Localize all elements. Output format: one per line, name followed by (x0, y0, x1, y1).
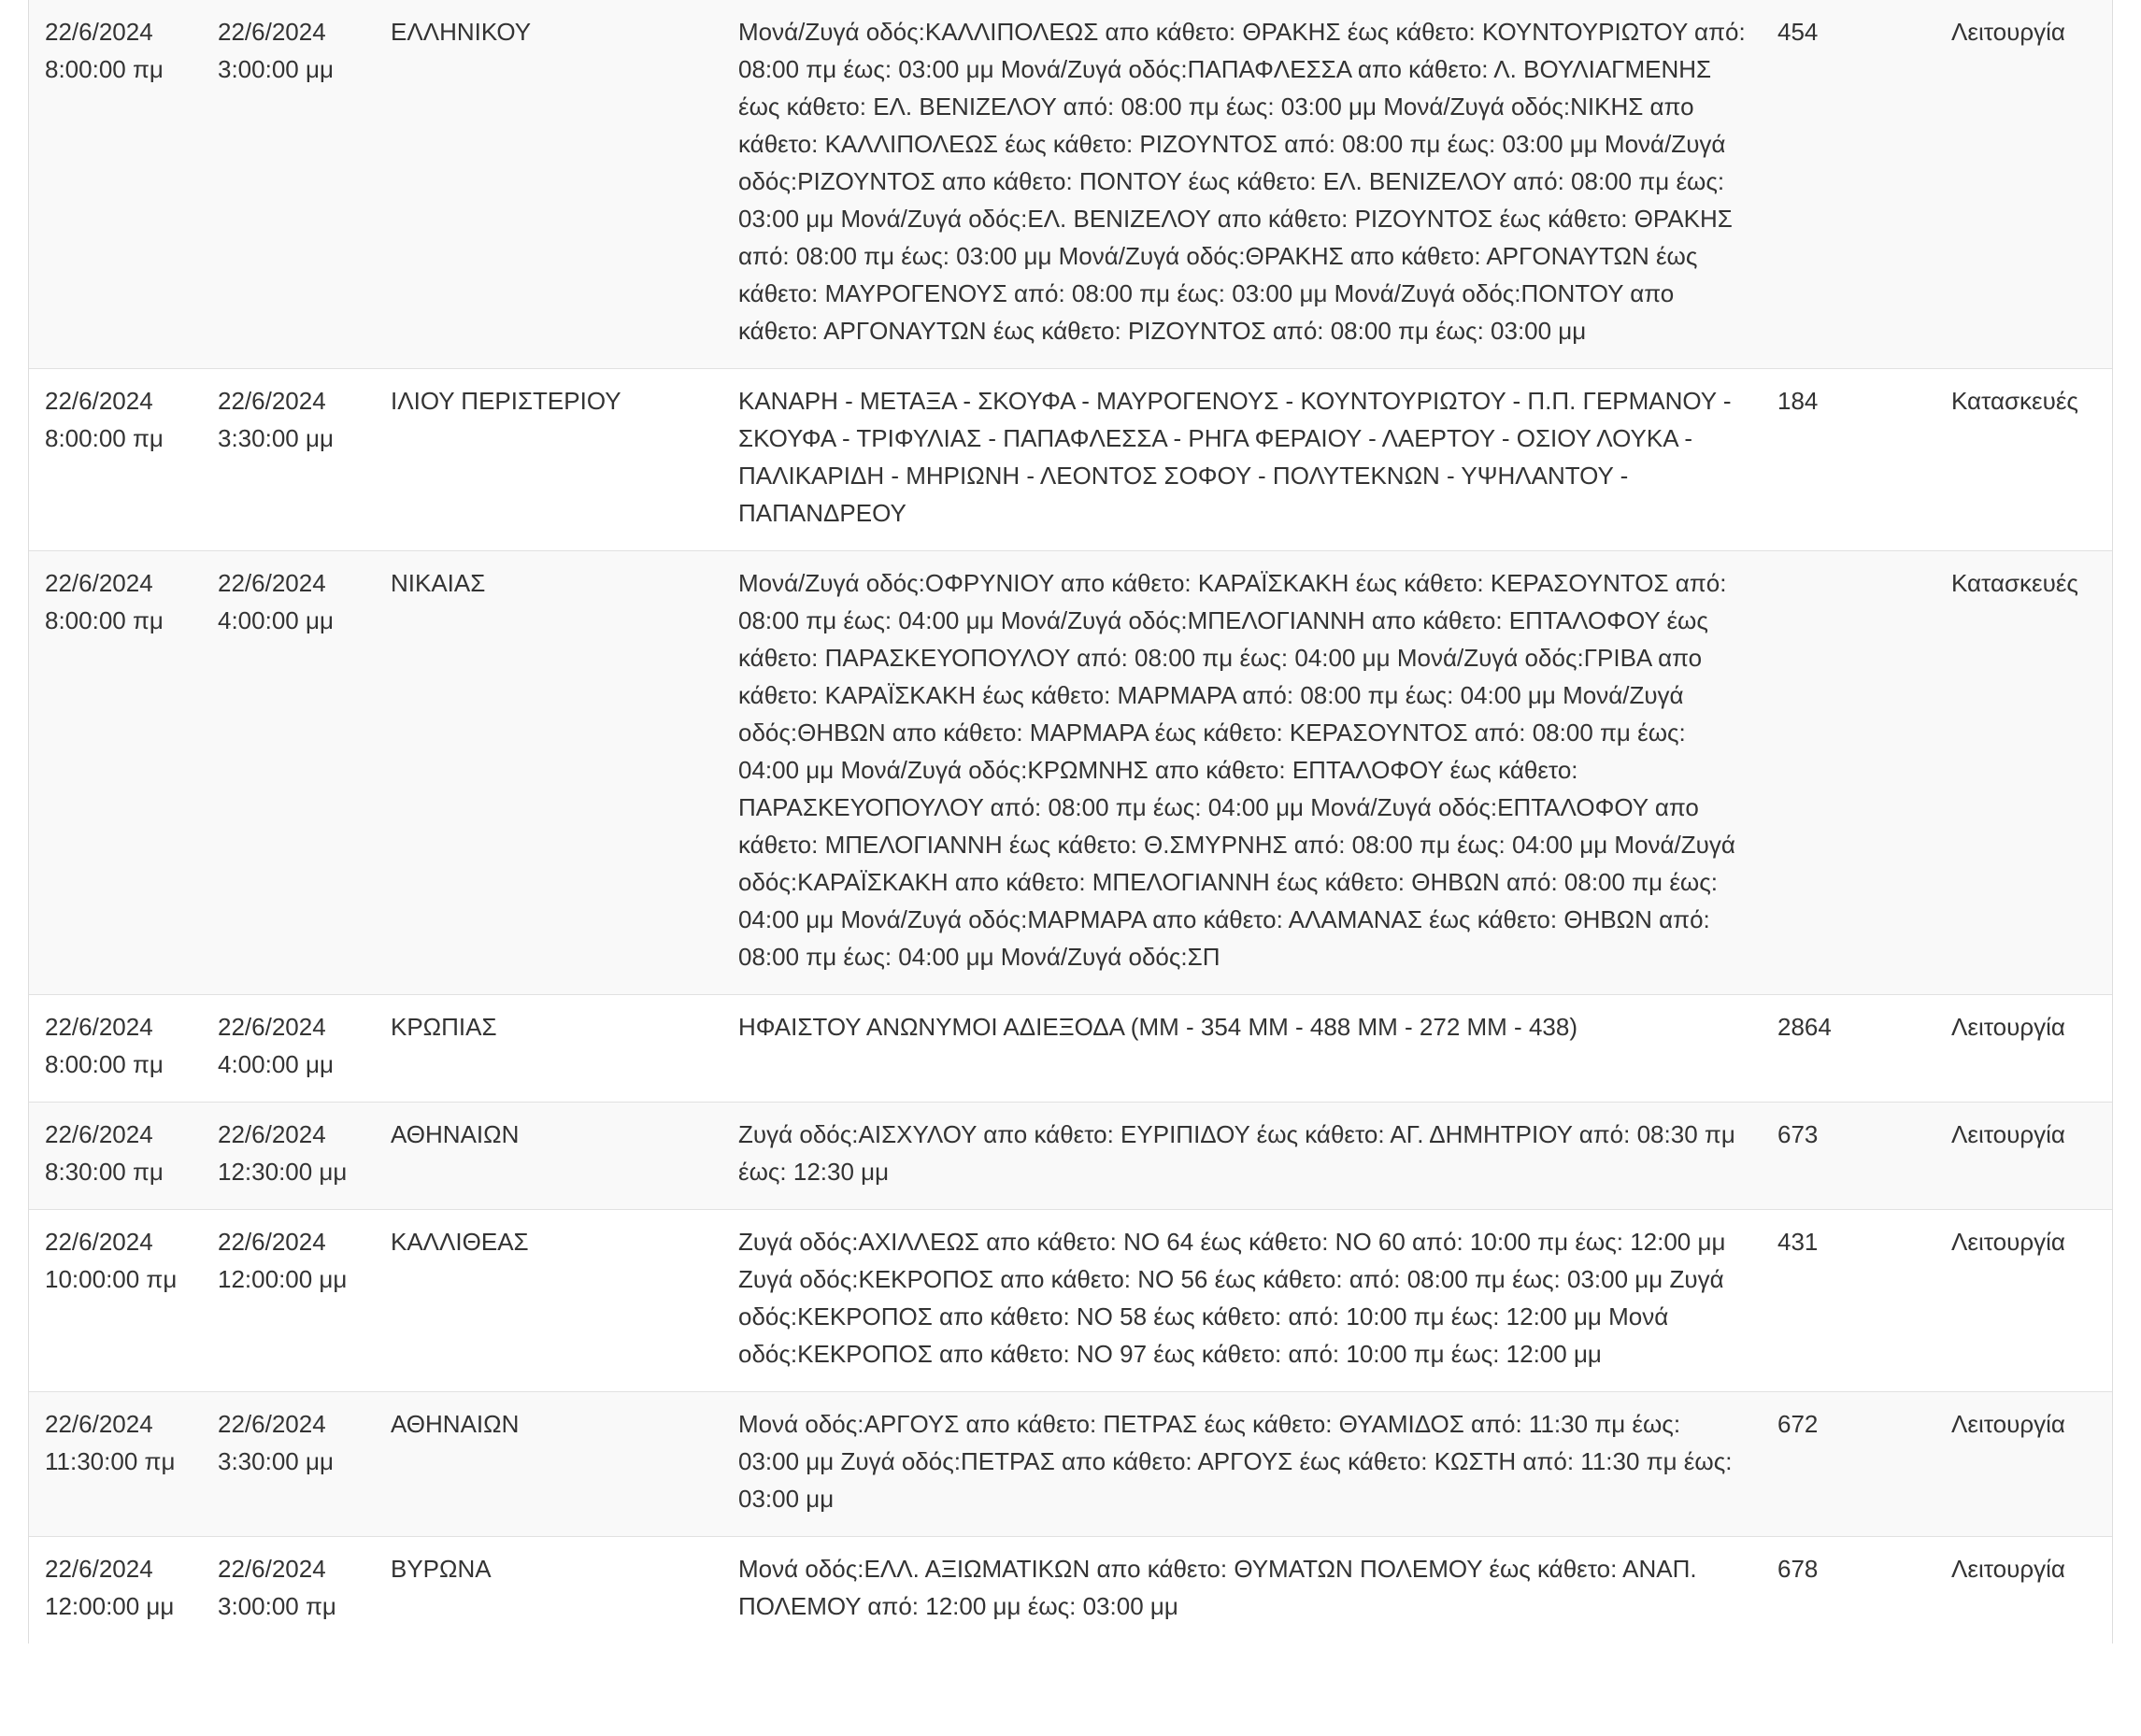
municipality-cell-text: ΙΛΙΟΥ ΠΕΡΙΣΤΕΡΙΟΥ (391, 387, 621, 415)
end-datetime-cell-text: 22/6/2024 (218, 1410, 326, 1438)
start-datetime-cell-text: 8:00:00 πμ (45, 424, 164, 452)
start-datetime-cell (29, 1537, 202, 1644)
start-datetime-cell (29, 0, 202, 369)
table-row (29, 1392, 2112, 1537)
affected-area-cell-text: ΗΦΑΙΣΤΟΥ ΑΝΩΝΥΜΟΙ ΑΔΙΕΞΟΔΑ (ΜΜ - 354 ΜΜ - 488 ΜΜ - 272 ΜΜ - 438) (738, 1013, 1577, 1041)
municipality-cell-text: ΚΡΩΠΙΑΣ (391, 1013, 497, 1041)
reason-cell-text: Λειτουργία (1951, 1410, 2065, 1438)
notice-number-cell-text: 431 (1777, 1228, 1819, 1256)
municipality-cell (375, 1392, 722, 1537)
end-datetime-cell-text: 22/6/2024 (218, 569, 326, 597)
notice-number-cell (1762, 551, 1935, 995)
end-datetime-cell-text: 22/6/2024 (218, 1555, 326, 1583)
reason-cell-text: Κατασκευές (1951, 569, 2078, 597)
table-row (29, 995, 2112, 1103)
start-datetime-cell-text: 10:00:00 πμ (45, 1265, 178, 1293)
municipality-cell-text: ΝΙΚΑΙΑΣ (391, 569, 486, 597)
affected-area-cell (722, 0, 1762, 369)
municipality-cell (375, 551, 722, 995)
affected-area-cell (722, 1537, 1762, 1644)
start-datetime-cell-text: 22/6/2024 (45, 1228, 153, 1256)
affected-area-cell (722, 1392, 1762, 1537)
outages-table-container (28, 0, 2113, 1644)
end-datetime-cell-text: 3:00:00 πμ (218, 1592, 336, 1620)
affected-area-cell (722, 369, 1762, 551)
end-datetime-cell (202, 1537, 375, 1644)
reason-cell-text: Λειτουργία (1951, 1228, 2065, 1256)
end-datetime-cell-text: 22/6/2024 (218, 1120, 326, 1148)
reason-cell (1935, 1392, 2112, 1537)
reason-cell (1935, 0, 2112, 369)
start-datetime-cell (29, 1103, 202, 1210)
end-datetime-cell-text: 12:00:00 μμ (218, 1265, 348, 1293)
notice-number-cell (1762, 369, 1935, 551)
start-datetime-cell-text: 22/6/2024 (45, 1555, 153, 1583)
municipality-cell (375, 995, 722, 1103)
start-datetime-cell-text: 8:00:00 πμ (45, 55, 164, 83)
start-datetime-cell (29, 551, 202, 995)
start-datetime-cell-text: 22/6/2024 (45, 569, 153, 597)
table-row (29, 369, 2112, 551)
start-datetime-cell-text: 22/6/2024 (45, 1013, 153, 1041)
affected-area-cell-text: ΚΑΝΑΡΗ - ΜΕΤΑΞΑ - ΣΚΟΥΦΑ - ΜΑΥΡΟΓΕΝΟΥΣ - ΚΟΥΝΤΟΥΡΙΩΤΟΥ - Π.Π. ΓΕΡΜΑΝΟΥ - ΣΚΟΥΦΑ - ΤΡΙΦΥΛΙΑΣ - ΠΑΠΑΦΛΕΣΣΑ - ΡΗΓΑ ΦΕΡΑΙΟΥ - ΛΑΕΡΤΟΥ - ΟΣΙΟΥ ΛΟΥΚΑ - ΠΑΛΙΚΑΡΙΔΗ - ΜΗΡΙΩΝΗ - ΛΕΟΝΤΟΣ ΣΟΦΟΥ - ΠΟΛΥΤΕΚΝΩΝ - ΥΨΗΛΑΝΤΟΥ - ΠΑΠΑΝΔΡΕΟΥ (738, 387, 1732, 527)
municipality-cell-text: ΚΑΛΛΙΘΕΑΣ (391, 1228, 529, 1256)
municipality-cell (375, 369, 722, 551)
municipality-cell-text: ΑΘΗΝΑΙΩΝ (391, 1410, 520, 1438)
start-datetime-cell-text: 8:00:00 πμ (45, 1050, 164, 1078)
affected-area-cell-text: Μονά/Ζυγά οδός:ΟΦΡΥΝΙΟΥ απο κάθετο: ΚΑΡΑΪΣΚΑΚΗ έως κάθετο: ΚΕΡΑΣΟΥΝΤΟΣ από: 08:00 πμ έως: 04:00 μμ Μονά/Ζυγά οδός:ΜΠΕΛΟΓΙΑΝΝΗ απο κάθετο: ΕΠΤΑΛΟΦΟΥ έως κάθετο: ΠΑΡΑΣΚΕΥΟΠΟΥΛΟΥ από: 08:00 πμ έως: 04:00 μμ Μονά/Ζυγά οδός:ΓΡΙΒΑ απο κάθετο: ΚΑΡΑΪΣΚΑΚΗ έως κάθετο: ΜΑΡΜΑΡΑ από: 08:00 πμ έως: 04:00 μμ Μονά/Ζυγά οδός:ΘΗΒΩΝ απο κάθετο: ΜΑΡΜΑΡΑ έως κάθετο: ΚΕΡΑΣΟΥΝΤΟΣ από: 08:00 πμ έως: 04:00 μμ Μονά/Ζυγά οδός:ΚΡΩΜΝΗΣ απο κάθετο: ΕΠΤΑΛΟΦΟΥ έως κάθετο: ΠΑΡΑΣΚΕΥΟΠΟΥΛΟΥ από: 08:00 πμ έως: 04:00 μμ Μονά/Ζυγά οδός:ΕΠΤΑΛΟΦΟΥ απο κάθετο: ΜΠΕΛΟΓΙΑΝΝΗ έως κάθετο: Θ.ΣΜΥΡΝΗΣ από: 08:00 πμ έως: 04:00 μμ Μονά/Ζυγά οδός:ΚΑΡΑΪΣΚΑΚΗ απο κάθετο: ΜΠΕΛΟΓΙΑΝΝΗ έως κάθετο: ΘΗΒΩΝ από: 08:00 πμ έως: 04:00 μμ Μονά/Ζυγά οδός:ΜΑΡΜΑΡΑ απο κάθετο: ΑΛΑΜΑΝΑΣ έως κάθετο: ΘΗΒΩΝ από: 08:00 πμ έως: 04:00 μμ Μονά/Ζυγά οδός:ΣΠ (738, 569, 1735, 971)
notice-number-cell (1762, 1537, 1935, 1644)
affected-area-cell-text: Ζυγά οδός:ΑΙΣΧΥΛΟΥ απο κάθετο: ΕΥΡΙΠΙΔΟΥ έως κάθετο: ΑΓ. ΔΗΜΗΤΡΙΟΥ από: 08:30 πμ έως: 12:30 μμ (738, 1120, 1735, 1186)
end-datetime-cell (202, 1210, 375, 1392)
start-datetime-cell-text: 22/6/2024 (45, 387, 153, 415)
notice-number-cell (1762, 0, 1935, 369)
table-row (29, 0, 2112, 369)
reason-cell-text: Λειτουργία (1951, 1120, 2065, 1148)
end-datetime-cell-text: 3:30:00 μμ (218, 1447, 334, 1475)
affected-area-cell-text: Μονά/Ζυγά οδός:ΚΑΛΛΙΠΟΛΕΩΣ απο κάθετο: ΘΡΑΚΗΣ έως κάθετο: ΚΟΥΝΤΟΥΡΙΩΤΟΥ από: 08:00 πμ έως: 03:00 μμ Μονά/Ζυγά οδός:ΠΑΠΑΦΛΕΣΣΑ απο κάθετο: Λ. ΒΟΥΛΙΑΓΜΕΝΗΣ έως κάθετο: ΕΛ. ΒΕΝΙΖΕΛΟΥ από: 08:00 πμ έως: 03:00 μμ Μονά/Ζυγά οδός:ΝΙΚΗΣ απο κάθετο: ΚΑΛΛΙΠΟΛΕΩΣ έως κάθετο: ΡΙΖΟΥΝΤΟΣ από: 08:00 πμ έως: 03:00 μμ Μονά/Ζυγά οδός:ΡΙΖΟΥΝΤΟΣ απο κάθετο: ΠΟΝΤΟΥ έως κάθετο: ΕΛ. ΒΕΝΙΖΕΛΟΥ από: 08:00 πμ έως: 03:00 μμ Μονά/Ζυγά οδός:ΕΛ. ΒΕΝΙΖΕΛΟΥ απο κάθετο: ΡΙΖΟΥΝΤΟΣ έως κάθετο: ΘΡΑΚΗΣ από: 08:00 πμ έως: 03:00 μμ Μονά/Ζυγά οδός:ΘΡΑΚΗΣ απο κάθετο: ΑΡΓΟΝΑΥΤΩΝ έως κάθετο: ΜΑΥΡΟΓΕΝΟΥΣ από: 08:00 πμ έως: 03:00 μμ Μονά/Ζυγά οδός:ΠΟΝΤΟΥ απο κάθετο: ΑΡΓΟΝΑΥΤΩΝ έως κάθετο: ΡΙΖΟΥΝΤΟΣ από: 08:00 πμ έως: 03:00 μμ (738, 18, 1746, 345)
end-datetime-cell-text: 4:00:00 μμ (218, 606, 334, 634)
municipality-cell (375, 1103, 722, 1210)
municipality-cell (375, 1210, 722, 1392)
municipality-cell-text: ΕΛΛΗΝΙΚΟΥ (391, 18, 532, 46)
end-datetime-cell-text: 22/6/2024 (218, 387, 326, 415)
start-datetime-cell-text: 22/6/2024 (45, 18, 153, 46)
affected-area-cell-text: Μονά οδός:ΕΛΛ. ΑΞΙΩΜΑΤΙΚΩΝ απο κάθετο: ΘΥΜΑΤΩΝ ΠΟΛΕΜΟΥ έως κάθετο: ΑΝΑΠ. ΠΟΛΕΜΟΥ από: 12:00 μμ έως: 03:00 μμ (738, 1555, 1697, 1620)
outages-table-body (29, 0, 2112, 1644)
start-datetime-cell-text: 8:30:00 πμ (45, 1158, 164, 1186)
start-datetime-cell-text: 22/6/2024 (45, 1120, 153, 1148)
notice-number-cell (1762, 1392, 1935, 1537)
end-datetime-cell (202, 1103, 375, 1210)
reason-cell-text: Λειτουργία (1951, 18, 2065, 46)
notice-number-cell-text: 2864 (1777, 1013, 1832, 1041)
notice-number-cell (1762, 1103, 1935, 1210)
reason-cell-text: Κατασκευές (1951, 387, 2078, 415)
table-row (29, 551, 2112, 995)
end-datetime-cell-text: 22/6/2024 (218, 1013, 326, 1041)
end-datetime-cell (202, 0, 375, 369)
reason-cell (1935, 551, 2112, 995)
table-row (29, 1210, 2112, 1392)
start-datetime-cell-text: 12:00:00 μμ (45, 1592, 175, 1620)
start-datetime-cell-text: 11:30:00 πμ (45, 1447, 176, 1475)
notice-number-cell-text: 673 (1777, 1120, 1819, 1148)
start-datetime-cell (29, 1210, 202, 1392)
notice-number-cell (1762, 1210, 1935, 1392)
reason-cell (1935, 1103, 2112, 1210)
reason-cell (1935, 369, 2112, 551)
start-datetime-cell (29, 369, 202, 551)
end-datetime-cell (202, 551, 375, 995)
affected-area-cell (722, 1103, 1762, 1210)
end-datetime-cell-text: 22/6/2024 (218, 18, 326, 46)
affected-area-cell (722, 995, 1762, 1103)
start-datetime-cell (29, 995, 202, 1103)
end-datetime-cell-text: 22/6/2024 (218, 1228, 326, 1256)
start-datetime-cell-text: 8:00:00 πμ (45, 606, 164, 634)
notice-number-cell (1762, 995, 1935, 1103)
end-datetime-cell (202, 1392, 375, 1537)
notice-number-cell-text: 678 (1777, 1555, 1819, 1583)
notice-number-cell-text: 672 (1777, 1410, 1819, 1438)
reason-cell (1935, 995, 2112, 1103)
municipality-cell-text: ΒΥΡΩΝΑ (391, 1555, 492, 1583)
notice-number-cell-text: 454 (1777, 18, 1819, 46)
end-datetime-cell-text: 12:30:00 μμ (218, 1158, 348, 1186)
municipality-cell-text: ΑΘΗΝΑΙΩΝ (391, 1120, 520, 1148)
reason-cell (1935, 1537, 2112, 1644)
affected-area-cell (722, 551, 1762, 995)
end-datetime-cell (202, 369, 375, 551)
table-row (29, 1103, 2112, 1210)
notice-number-cell-text: 184 (1777, 387, 1819, 415)
outages-table (29, 0, 2112, 1644)
municipality-cell (375, 1537, 722, 1644)
end-datetime-cell-text: 3:00:00 μμ (218, 55, 334, 83)
municipality-cell (375, 0, 722, 369)
reason-cell (1935, 1210, 2112, 1392)
end-datetime-cell-text: 3:30:00 μμ (218, 424, 334, 452)
end-datetime-cell (202, 995, 375, 1103)
start-datetime-cell (29, 1392, 202, 1537)
affected-area-cell-text: Ζυγά οδός:ΑΧΙΛΛΕΩΣ απο κάθετο: ΝΟ 64 έως κάθετο: ΝΟ 60 από: 10:00 πμ έως: 12:00 μμ Ζυγά οδός:ΚΕΚΡΟΠΟΣ απο κάθετο: ΝΟ 56 έως κάθετο: από: 08:00 πμ έως: 03:00 μμ Ζυγά οδός:ΚΕΚΡΟΠΟΣ απο κάθετο: ΝΟ 58 έως κάθετο: από: 10:00 πμ έως: 12:00 μμ Μονά οδός:ΚΕΚΡΟΠΟΣ απο κάθετο: ΝΟ 97 έως κάθετο: από: 10:00 πμ έως: 12:00 μμ (738, 1228, 1726, 1368)
reason-cell-text: Λειτουργία (1951, 1555, 2065, 1583)
start-datetime-cell-text: 22/6/2024 (45, 1410, 153, 1438)
affected-area-cell-text: Μονά οδός:ΑΡΓΟΥΣ απο κάθετο: ΠΕΤΡΑΣ έως κάθετο: ΘΥΑΜΙΔΟΣ από: 11:30 πμ έως: 03:00 μμ Ζυγά οδός:ΠΕΤΡΑΣ απο κάθετο: ΑΡΓΟΥΣ έως κάθετο: ΚΩΣΤΗ από: 11:30 πμ έως: 03:00 μμ (738, 1410, 1733, 1513)
affected-area-cell (722, 1210, 1762, 1392)
reason-cell-text: Λειτουργία (1951, 1013, 2065, 1041)
end-datetime-cell-text: 4:00:00 μμ (218, 1050, 334, 1078)
table-row (29, 1537, 2112, 1644)
